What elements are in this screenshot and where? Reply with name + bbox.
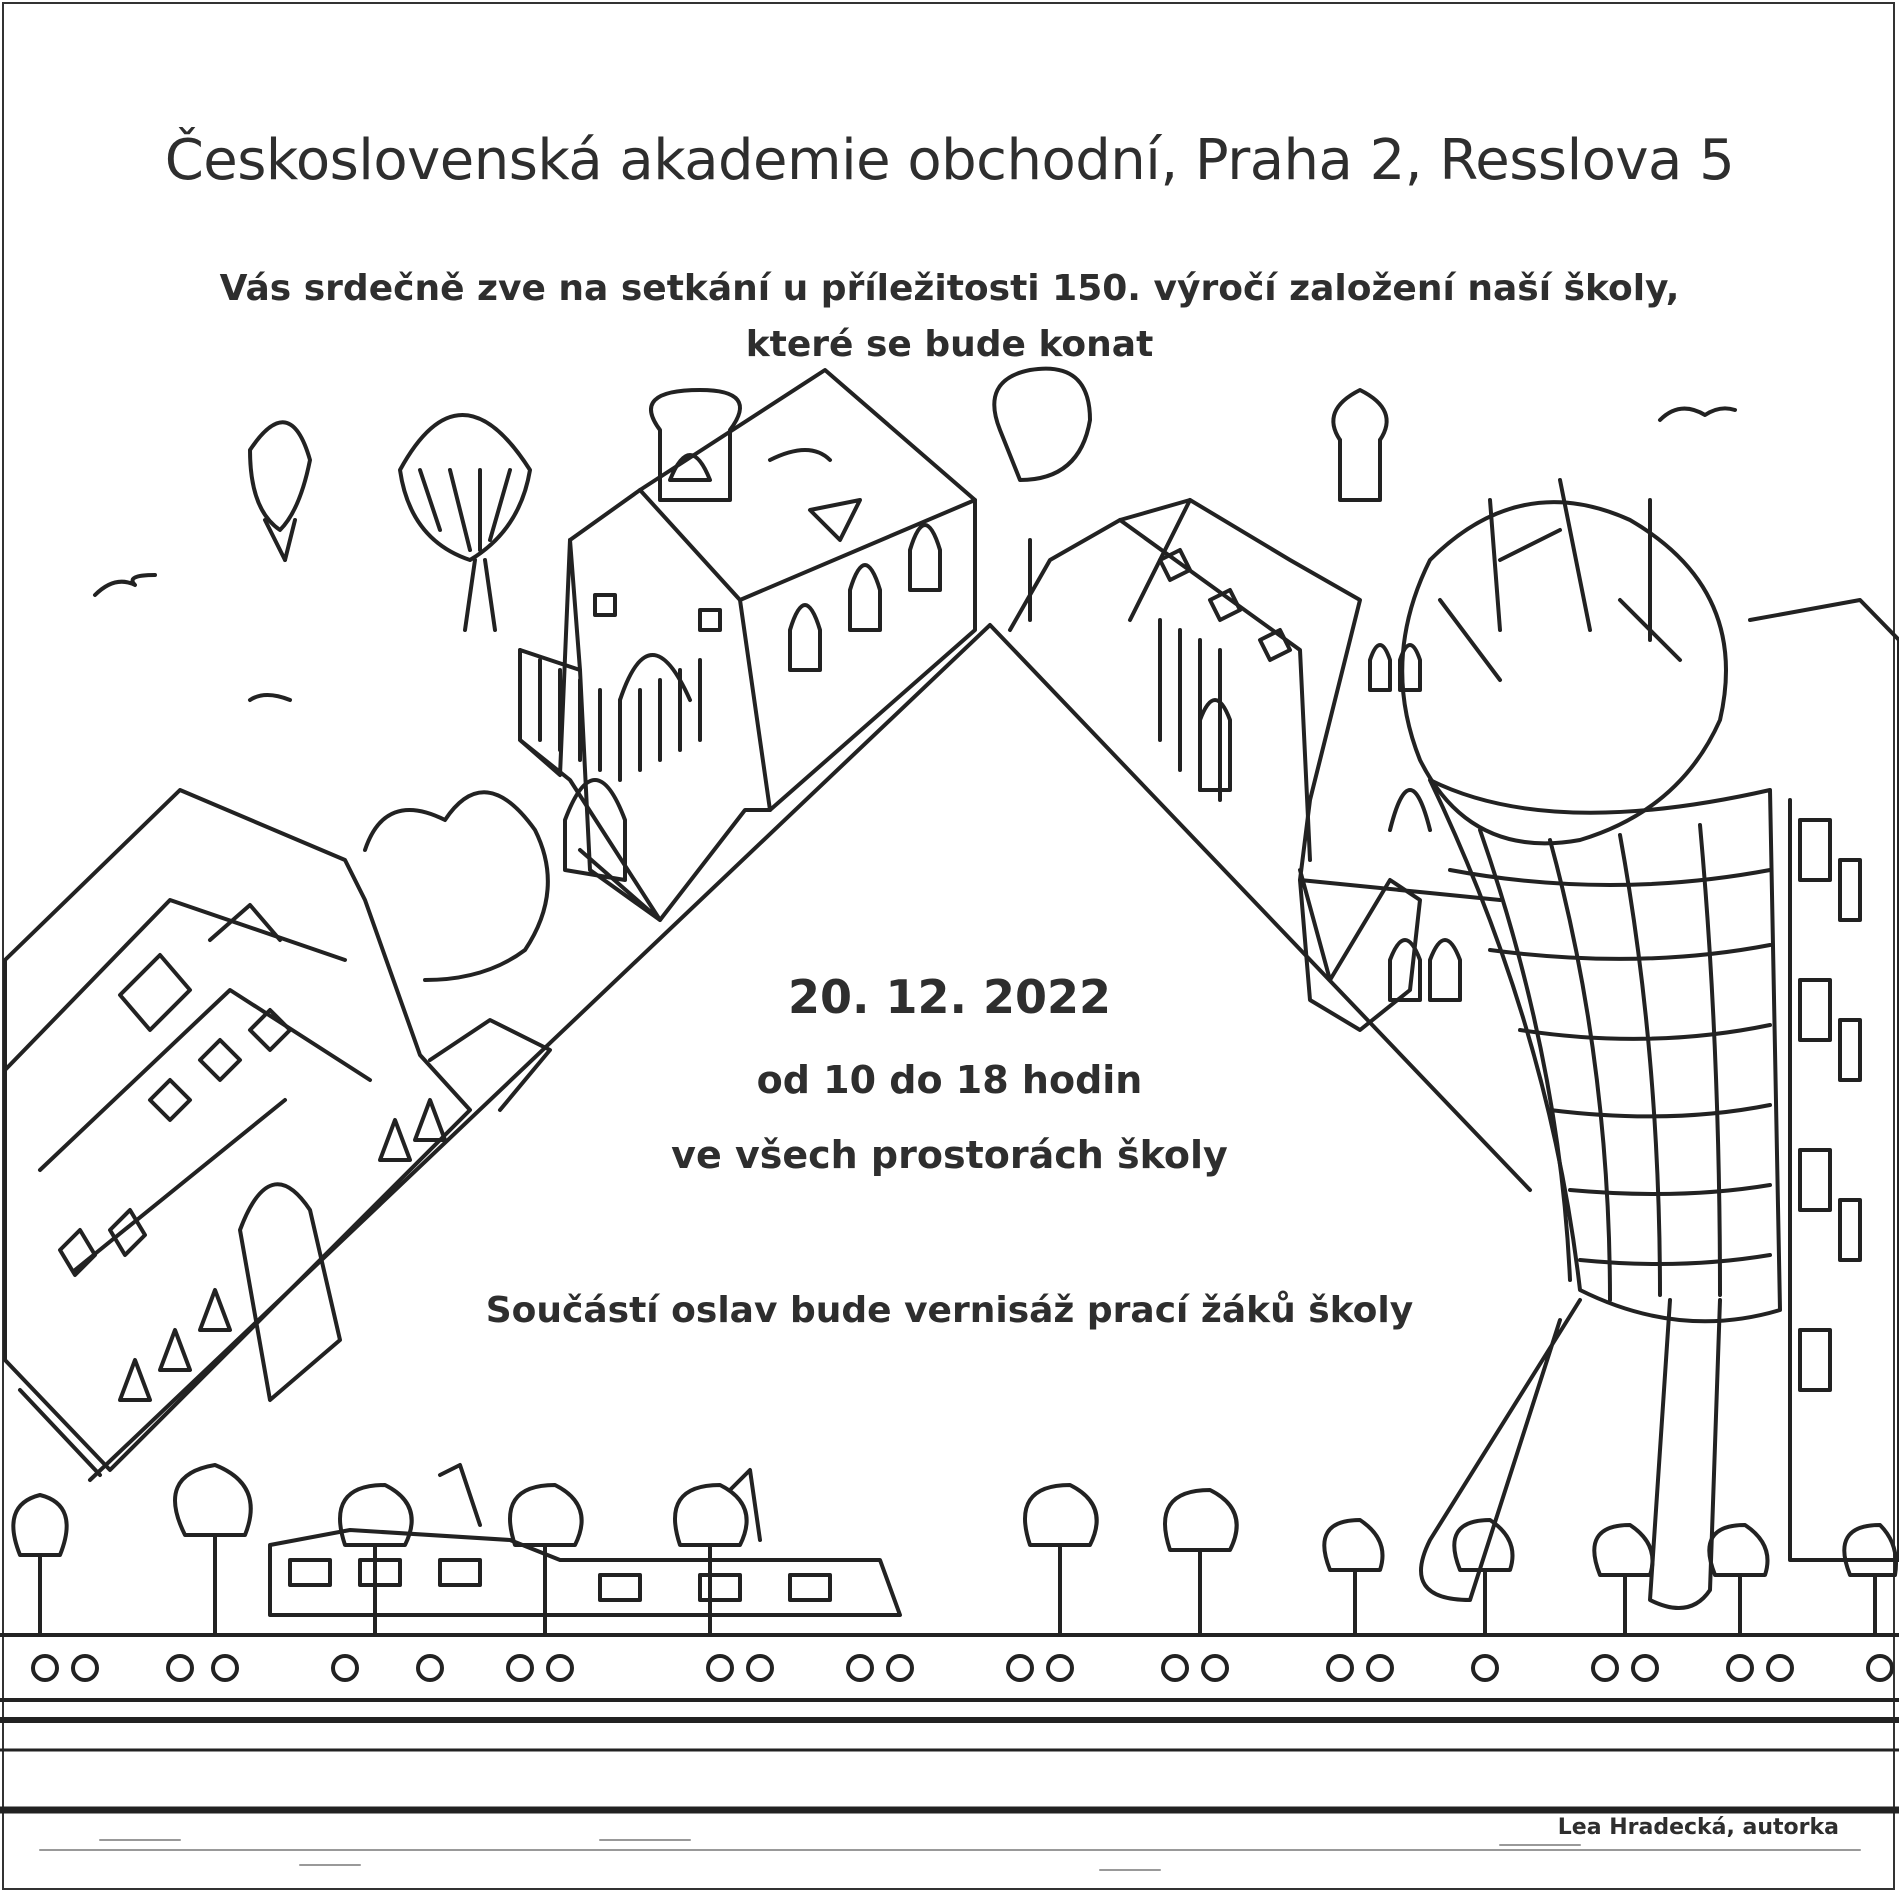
central-triangle-outline <box>90 625 1530 1480</box>
embankment-and-trams-drawing <box>0 1465 1899 1870</box>
house-with-balcony-drawing <box>520 370 975 920</box>
right-houses-drawing <box>994 369 1500 1030</box>
school-title: Československá akademie obchodní, Praha 2, Resslova 5 <box>164 128 1735 193</box>
invitation-line-2: které se bude konat <box>745 324 1154 365</box>
invitation-line-1: Vás srdečně zve na setkání u příležitosti 150. výročí založení naší školy, <box>219 268 1680 309</box>
balloons-and-birds-drawing <box>95 408 1735 700</box>
event-date: 20. 12. 2022 <box>787 970 1112 1024</box>
author-credit: Lea Hradecká, autorka <box>1557 1815 1839 1840</box>
dancing-house-drawing <box>1402 480 1899 1608</box>
event-time: od 10 do 18 hodin <box>756 1058 1143 1102</box>
event-place: ve všech prostorách školy <box>671 1133 1228 1177</box>
exhibition-note: Součástí oslav bude vernisáž prací žáků školy <box>485 1290 1414 1331</box>
